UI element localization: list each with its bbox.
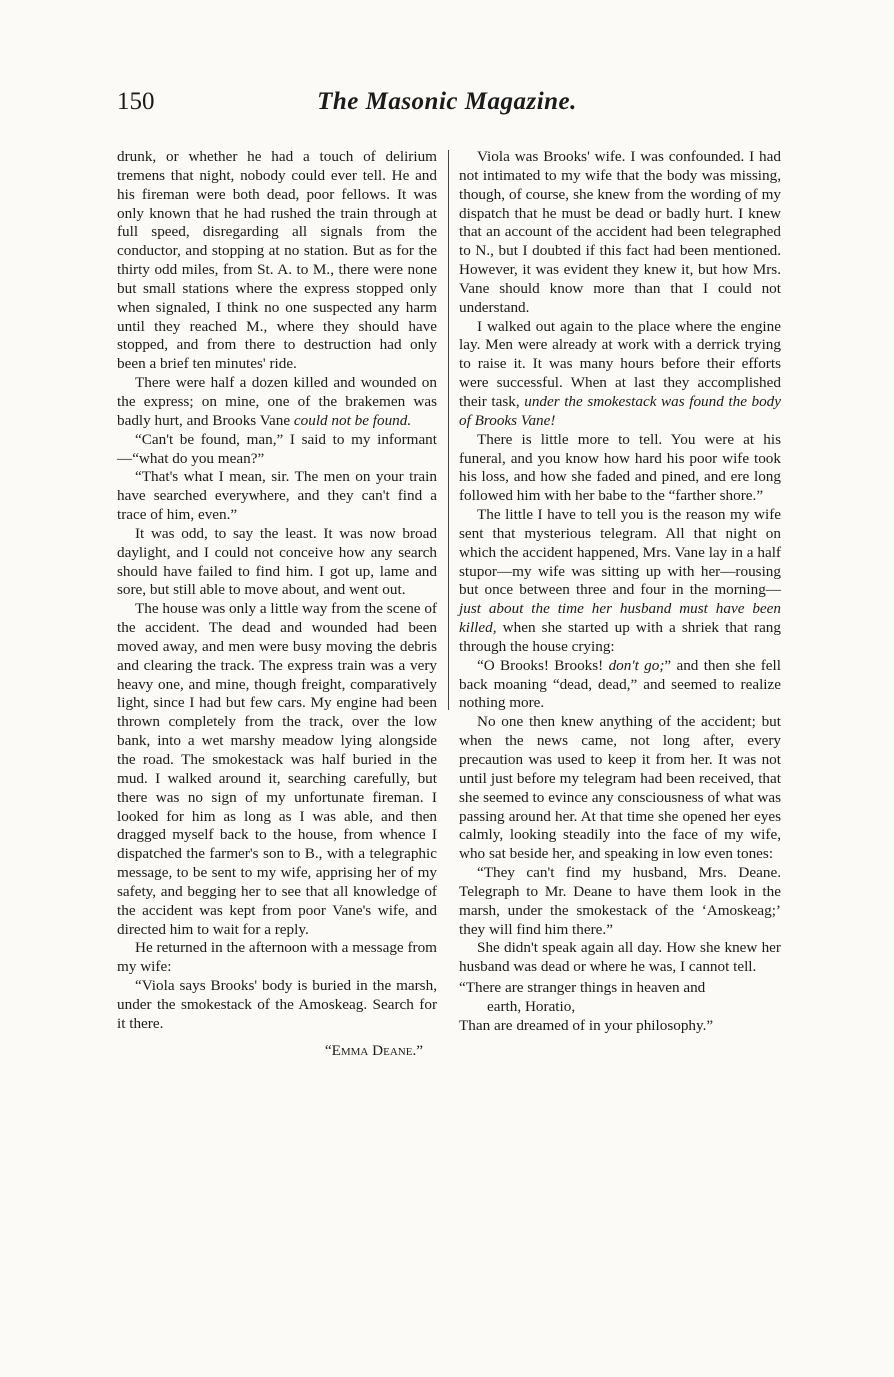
column-divider (448, 150, 449, 710)
signature: “Emma Deane.” (324, 1041, 423, 1059)
verse-line: earth, Horatio, (487, 997, 576, 1015)
paragraph: There were half a dozen killed and wounded on the express; on mine, one of the brakemen was badly hurt, and Brooks Vane could not be found. (117, 374, 437, 429)
right-column (459, 148, 781, 1036)
paragraph: There is little more to tell. You were at his funeral, and you know how hard his poor wife took his loss, and how she faded and pined, and ere long followed him with her babe to the “farther shore.” (459, 430, 781, 505)
paragraph: I walked out again to the place where the engine lay. Men were already at work with a derrick trying to raise it. It was many hours before their efforts were successful. When at last they accomplished their task, under the smokestack was found the body of Brooks Vane! (459, 317, 782, 429)
paragraph: “Can't be found, man,” I said to my informant—“what do you mean?” (117, 430, 437, 467)
telegram-text: “Viola says Brooks' body is buried in the marsh, under the smokestack of the Amoskeag. Search for it there. (117, 977, 437, 1032)
paragraph: “They can't find my husband, Mrs. Deane. Telegraph to Mr. Deane to have them look in the marsh, under the smokestack of the ‘Amoskeag;’ they will find him there.” (459, 864, 781, 938)
left-column (117, 148, 437, 1061)
verse-quote (459, 979, 781, 1036)
paragraph: Viola was Brooks' wife. I was confounded. I had not intimated to my wife that the body was missing, though, of course, she knew from the wording of my dispatch that he must be dead or badly hurt. I knew that an account of the accident had been telegraphed to N., but I doubted if this fact had been mentioned. However, it was evident they knew it, but how Mrs. Vane should know more than that I could not understand. (459, 148, 781, 316)
paragraph: The house was only a little way from the scene of the accident. The dead and wounded had been moved away, and men were busy moving the debris and clearing the track. The express train was a very heavy one, and mine, though freight, comparatively light, since I had but few cars. My engine had been thrown completely from the track, over the low bank, into a wet marshy meadow lying alongside the road. The smokestack was half buried in the mud. I walked around it, searching carefully, but there was no sign of my unfortunate fireman. I looked for him as long as I was able, and then dragged myself back to the house, from whence I dispatched the farmer's son to B., with a telegraphic message, to be sent to my wife, apprising her of my safety, and begging her to see that all knowledge of the accident was kept from poor Vane's wife, and directed him to wait for a reply. (117, 600, 437, 938)
paragraph: She didn't speak again all day. How she knew her husband was dead or where he was, I cannot tell. (459, 939, 781, 976)
verse-line: Than are dreamed of in your philosophy.” (459, 1016, 714, 1034)
paragraph: drunk, or whether he had a touch of delirium tremens that night, nobody could ever tell. He and his fireman were both dead, poor fellows. It was only known that he had rushed the train through at full speed, disregarding all signals from the conductor, and stopping at no station. But as for the thirty odd miles, from St. A. to M., there were none but small stations where the express stopped only when signaled, I think no one suspected any harm until they reached M., where they should have stopped, and from there to destruction had only been a brief ten minutes' ride. (117, 148, 437, 373)
paragraph: “That's what I mean, sir. The men on your train have searched everywhere, and they can't find a trace of him, even.” (117, 468, 437, 524)
paragraph: He returned in the afternoon with a message from my wife: (117, 939, 437, 976)
paragraph: “O Brooks! Brooks! don't go;” and then she fell back moaning “dead, dead,” and seemed to realize nothing more. (459, 656, 781, 712)
page-header (0, 88, 894, 128)
page-number: 150 (117, 88, 155, 115)
verse-line: “There are stranger things in heaven and (459, 979, 706, 997)
paragraph: It was odd, to say the least. It was now broad daylight, and I could not conceive how any search should have failed to find him. I got up, lame and sore, but still able to move about, and went out. (117, 524, 437, 599)
magazine-title: The Masonic Magazine. (317, 88, 577, 115)
paragraph: No one then knew anything of the accident; but when the news came, not long after, every precaution was used to keep it from her. It was not until just before my telegram had been received, that she seemed to evince any consciousness of what was passing around her. At that time she opened her eyes calmly, looking steadily into the face of my wife, who sat beside her, and speaking in low even tones: (459, 713, 781, 863)
paragraph: The little I have to tell you is the reason my wife sent that mysterious telegram. All that night on which the accident happened, Mrs. Vane lay in a half stupor—my wife was sitting up with her—rousing but once between three and four in the morning—just about the time her husband must have been killed, when she started up with a shriek that rang through the house crying: (459, 506, 781, 655)
